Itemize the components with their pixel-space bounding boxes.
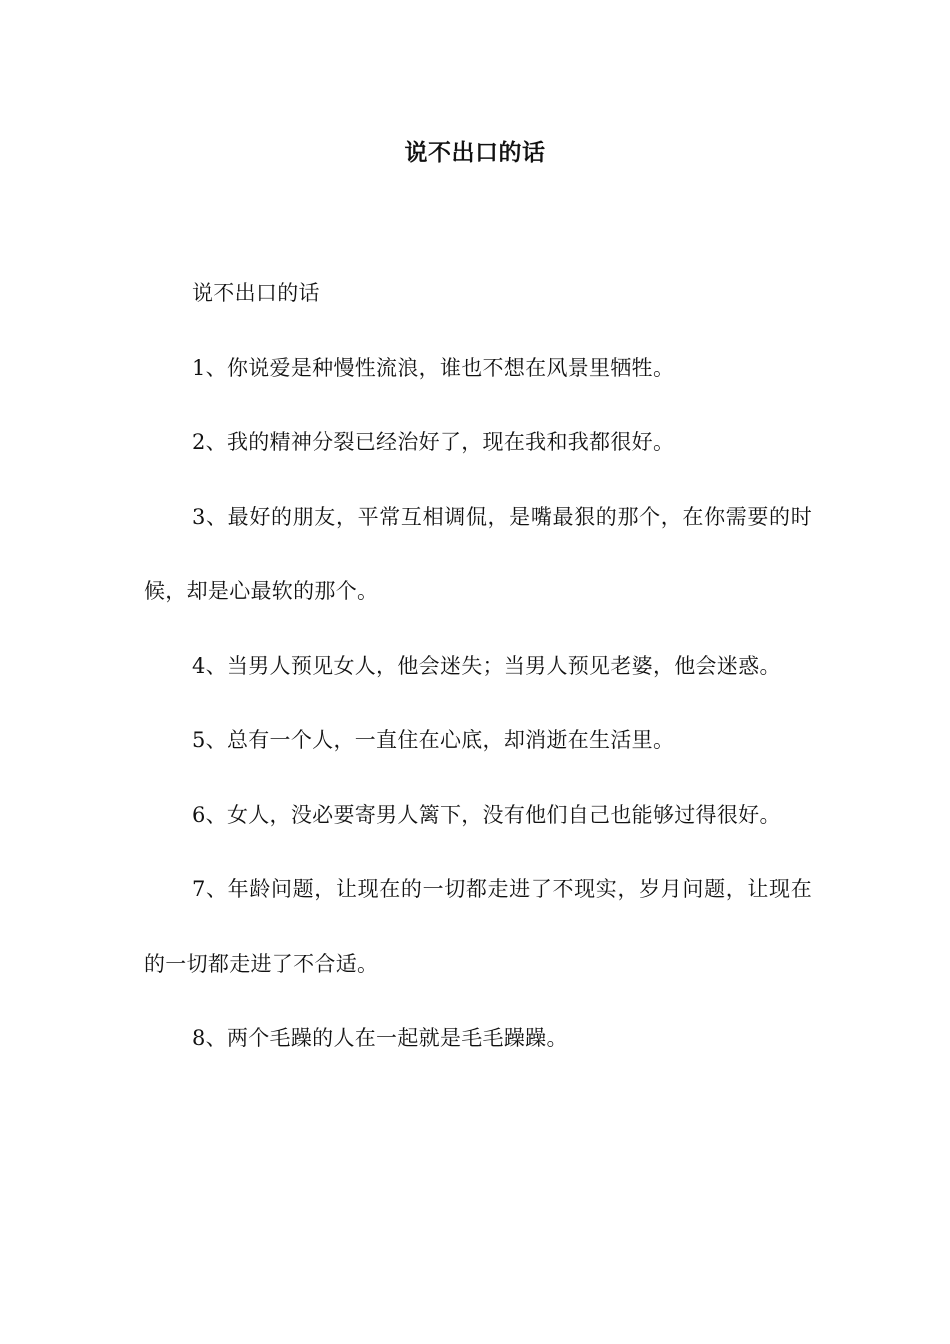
paragraph-item-1: 1、你说爱是种慢性流浪，谁也不想在风景里牺牲。	[192, 355, 675, 380]
paragraph-item-8: 8、两个毛躁的人在一起就是毛毛躁躁。	[192, 1026, 568, 1050]
paragraph-subtitle: 说不出口的话	[192, 281, 320, 305]
paragraph-item-2: 2、我的精神分裂已经治好了，现在我和我都很好。	[192, 430, 675, 454]
document-body	[144, 256, 812, 1076]
paragraph-item-7: 7、年龄问题，让现在的一切都走进了不现实，岁月问题，让现在的一切都走进了不合适。	[144, 877, 812, 976]
paragraph-item-4: 4、当男人预见女人，他会迷失；当男人预见老婆，他会迷惑。	[192, 653, 781, 678]
paragraph-item-3: 3、最好的朋友，平常互相调侃，是嘴最狠的那个，在你需要的时候，却是心最软的那个。	[144, 504, 812, 603]
paragraph-item-6: 6、女人，没必要寄男人篱下，没有他们自己也能够过得很好。	[192, 802, 781, 827]
document-title: 说不出口的话	[404, 139, 546, 166]
paragraph-item-5: 5、总有一个人，一直住在心底，却消逝在生活里。	[192, 728, 675, 752]
